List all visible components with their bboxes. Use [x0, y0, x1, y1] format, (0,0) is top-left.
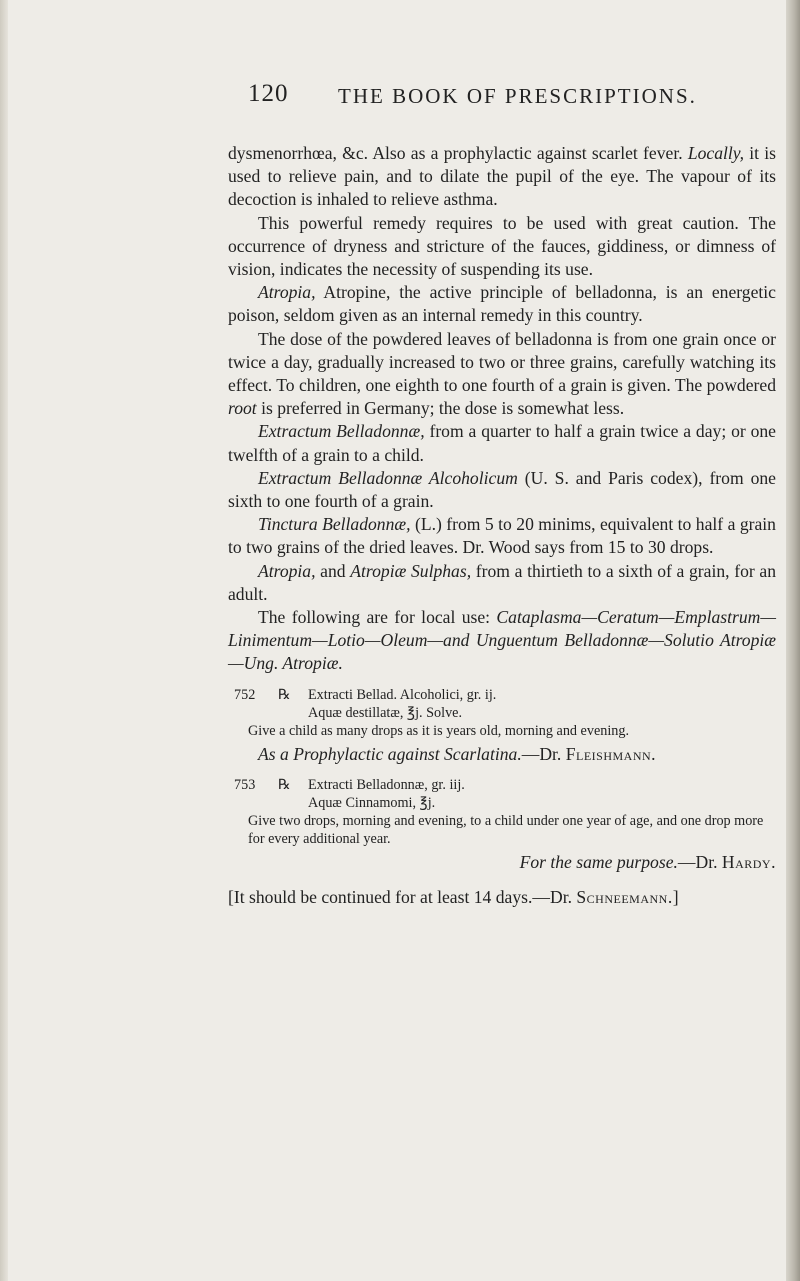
prescription-number: 753	[234, 776, 256, 793]
page-number: 120	[248, 80, 289, 107]
paragraph-7: Tinctura Belladonnæ, (L.) from 5 to 20 minims, equivalent to half a grain to two grains of the dried leaves. Dr. Wood says from 15 to 30 drops.	[228, 514, 776, 558]
prescription-ingredient: Aquæ Cinnamomi, ℥j.	[308, 794, 436, 811]
prescription-ingredient: Extracti Belladonnæ, gr. iij.	[308, 776, 465, 793]
paragraph-2: This powerful remedy requires to be used with great caution. The occurrence of dryness and stricture of the fauces, giddiness, or dimness of vision, indicates the necessity of suspending its use.	[228, 212, 776, 280]
prescription-directions: Give two drops, morning and evening, to a child under one year of age, and one drop more for every additional year.	[248, 812, 764, 847]
paragraph-8: Atropia, and Atropiæ Sulphas, from a thirtieth to a sixth of a grain, for an adult.	[228, 560, 777, 604]
paragraph-4: The dose of the powdered leaves of belladonna is from one grain once or twice a day, gradually increased to two or three grains, carefully watching its effect. To children, one eighth to one fourth of a grain is given. The powdered root is preferred in Germany; the dose is somewhat less.	[228, 328, 776, 419]
prescription-directions: Give a child as many drops as it is years old, morning and evening.	[248, 722, 630, 739]
prescription-ingredient: Extracti Bellad. Alcoholici, gr. ij.	[308, 686, 497, 703]
prescription-752	[228, 686, 776, 740]
page-body	[228, 142, 776, 909]
editorial-note: [It should be continued for at least 14 days.—Dr. Schneemann.]	[228, 886, 679, 907]
prescription-ingredient: Aquæ destillatæ, ℥j. Solve.	[308, 704, 463, 721]
recipe-symbol: ℞	[278, 686, 291, 703]
page-binding-edge	[786, 0, 800, 1281]
recipe-symbol: ℞	[278, 776, 291, 793]
prescription-753	[228, 776, 776, 848]
paragraph-9: The following are for local use: Cataplasma—Ceratum—Emplastrum—Linimentum—Lotio—Oleum—and Unguentum Belladonnæ—Solutio Atropiæ—Ung. Atropiæ.	[228, 607, 776, 674]
page-left-edge	[0, 0, 8, 1281]
prescription-number: 752	[234, 686, 256, 703]
paragraph-3: Atropia, Atropine, the active principle of belladonna, is an energetic poison, seldom given as an internal remedy in this country.	[228, 282, 776, 326]
prescription-attribution: As a Prophylactic against Scarlatina.—Dr. Fleishmann.	[258, 743, 657, 764]
paragraph-1: dysmenorrhœa, &c. Also as a prophylactic against scarlet fever. Locally, it is used to relieve pain, and to dilate the pupil of the eye. The vapour of its decoction is inhaled to relieve asthma.	[228, 143, 777, 210]
running-title: THE BOOK OF PRESCRIPTIONS.	[338, 84, 697, 108]
prescription-attribution: For the same purpose.—Dr. Hardy.	[519, 851, 776, 872]
running-header	[0, 80, 800, 120]
paragraph-6: Extractum Belladonnæ Alcoholicum (U. S. and Paris codex), from one sixth to one fourth of a grain.	[228, 467, 776, 512]
paragraph-5: Extractum Belladonnæ, from a quarter to half a grain twice a day; or one twelfth of a grain to a child.	[228, 421, 776, 465]
